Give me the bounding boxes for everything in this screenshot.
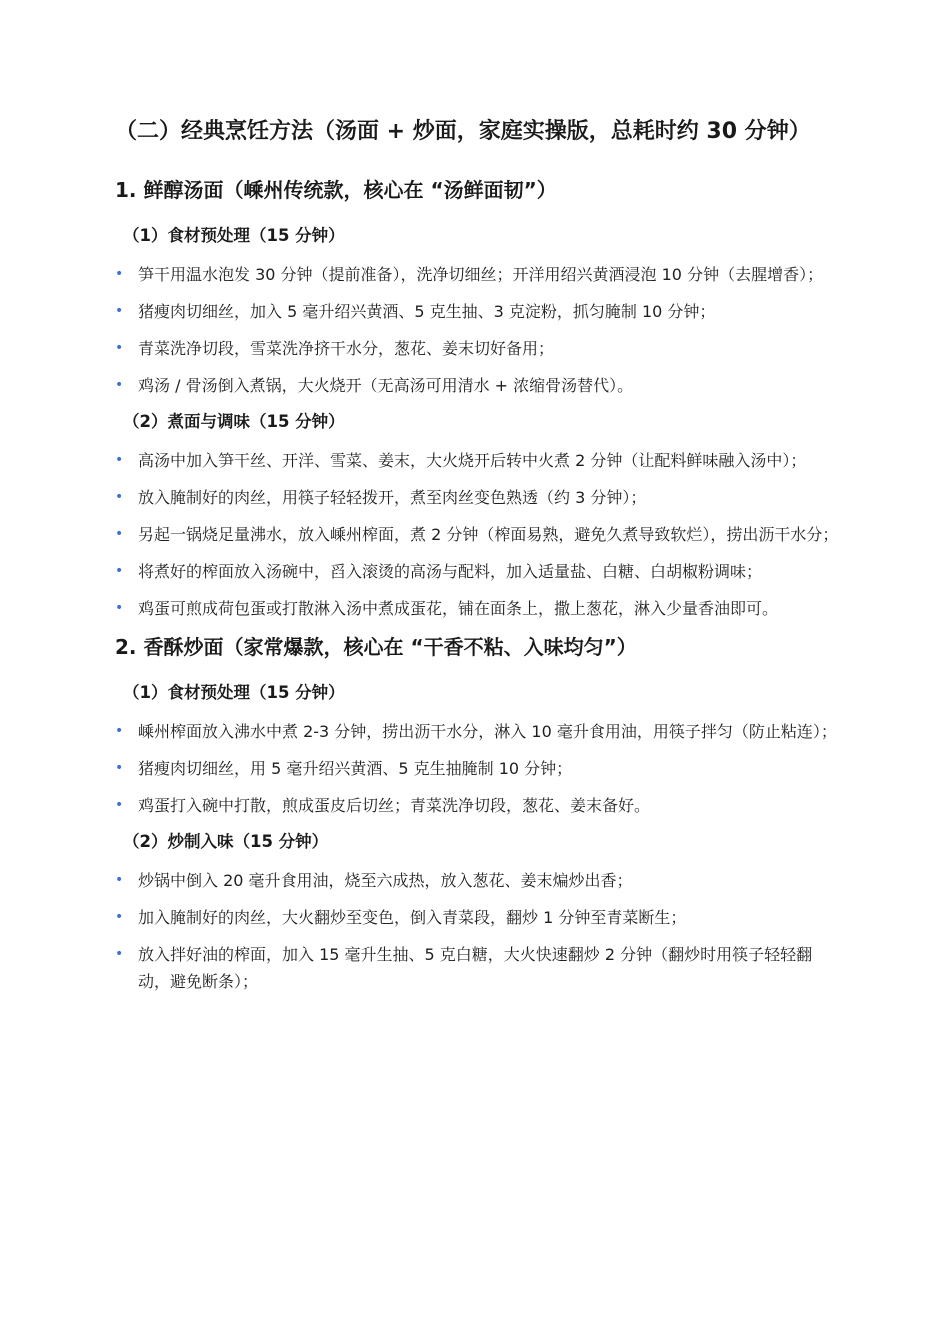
bullet-dot-icon: •: [115, 266, 124, 282]
list-item: [115, 484, 840, 511]
list-item-text: 高汤中加入笋干丝、开洋、雪菜、姜末，大火烧开后转中火煮 2 分钟（让配料鲜味融入汤中）；: [138, 451, 807, 470]
recipe-title: 1. 鲜醇汤面（嵊州传统款，核心在 “汤鲜面韧”）: [115, 178, 557, 202]
list-item-text: 鸡蛋打入碗中打散，煎成蛋皮后切丝；青菜洗净切段，葱花、姜末备好。: [138, 796, 651, 815]
step-block: [115, 829, 840, 995]
list-item: [115, 521, 840, 548]
bullet-list: [115, 447, 840, 622]
list-item-text: 加入腌制好的肉丝，大火翻炒至变色，倒入青菜段，翻炒 1 分钟至青菜断生；: [138, 908, 687, 927]
bullet-dot-icon: •: [115, 303, 124, 319]
step-block: [115, 680, 840, 819]
bullet-dot-icon: •: [115, 872, 124, 888]
list-item: [115, 718, 840, 745]
recipe-list: [115, 175, 840, 995]
step-block: [115, 223, 840, 399]
list-item-text: 炒锅中倒入 20 毫升食用油，烧至六成热，放入葱花、姜末煸炒出香；: [138, 871, 633, 890]
bullet-dot-icon: •: [115, 489, 124, 505]
list-item: [115, 298, 840, 325]
section-title: （二）经典烹饪方法（汤面 + 炒面，家庭实操版，总耗时约 30 分钟）: [115, 119, 811, 144]
bullet-dot-icon: •: [115, 760, 124, 776]
list-item: [115, 447, 840, 474]
bullet-dot-icon: •: [115, 452, 124, 468]
bullet-dot-icon: •: [115, 600, 124, 616]
list-item: [115, 904, 840, 931]
list-item-text: 另起一锅烧足量沸水，放入嵊州榨面，煮 2 分钟（榨面易熟，避免久煮导致软烂），捞出沥干水分；: [138, 525, 839, 544]
list-item-text: 鸡汤 / 骨汤倒入煮锅，大火烧开（无高汤可用清水 + 浓缩骨汤替代）。: [138, 376, 634, 395]
bullet-list: [115, 867, 840, 995]
recipe-section: [115, 632, 840, 995]
bullet-dot-icon: •: [115, 723, 124, 739]
list-item-text: 鸡蛋可煎成荷包蛋或打散淋入汤中煮成蛋花，铺在面条上，撒上葱花，淋入少量香油即可。: [138, 599, 779, 618]
list-item: [115, 335, 840, 362]
list-item-text: 笋干用温水泡发 30 分钟（提前准备），洗净切细丝；开洋用绍兴黄酒浸泡 10 分钟（去腥增香）；: [138, 265, 824, 284]
step-block: [115, 409, 840, 622]
list-item-text: 猪瘦肉切细丝，用 5 毫升绍兴黄酒、5 克生抽腌制 10 分钟；: [138, 759, 573, 778]
bullet-list: [115, 261, 840, 399]
step-title: （1）食材预处理（15 分钟）: [123, 226, 345, 245]
list-item-text: 嵊州榨面放入沸水中煮 2-3 分钟，捞出沥干水分，淋入 10 毫升食用油，用筷子拌匀（防止粘连）；: [138, 722, 837, 741]
list-item-text: 放入拌好油的榨面，加入 15 毫升生抽、5 克白糖，大火快速翻炒 2 分钟（翻炒时用筷子轻轻翻动，避免断条）；: [138, 945, 813, 991]
list-item-text: 猪瘦肉切细丝，加入 5 毫升绍兴黄酒、5 克生抽、3 克淀粉，抓匀腌制 10 分钟；: [138, 302, 716, 321]
list-item-text: 放入腌制好的肉丝，用筷子轻轻拨开，煮至肉丝变色熟透（约 3 分钟）；: [138, 488, 647, 507]
bullet-list: [115, 718, 840, 819]
list-item-text: 将煮好的榨面放入汤碗中，舀入滚烫的高汤与配料，加入适量盐、白糖、白胡椒粉调味；: [138, 562, 763, 581]
list-item: [115, 941, 840, 995]
bullet-dot-icon: •: [115, 797, 124, 813]
list-item: [115, 372, 840, 399]
list-item: [115, 595, 840, 622]
bullet-dot-icon: •: [115, 909, 124, 925]
step-title: （1）食材预处理（15 分钟）: [123, 683, 345, 702]
list-item-text: 青菜洗净切段，雪菜洗净挤干水分，葱花、姜末切好备用；: [138, 339, 555, 358]
list-item: [115, 867, 840, 894]
list-item: [115, 755, 840, 782]
list-item: [115, 792, 840, 819]
document-page: [115, 112, 840, 1005]
bullet-dot-icon: •: [115, 340, 124, 356]
bullet-dot-icon: •: [115, 526, 124, 542]
recipe-title: 2. 香酥炒面（家常爆款，核心在 “干香不粘、入味均匀”）: [115, 635, 637, 659]
recipe-section: [115, 175, 840, 622]
bullet-dot-icon: •: [115, 946, 124, 962]
list-item: [115, 558, 840, 585]
step-title: （2）煮面与调味（15 分钟）: [123, 412, 345, 431]
list-item: [115, 261, 840, 288]
bullet-dot-icon: •: [115, 563, 124, 579]
step-title: （2）炒制入味（15 分钟）: [123, 832, 329, 851]
bullet-dot-icon: •: [115, 377, 124, 393]
